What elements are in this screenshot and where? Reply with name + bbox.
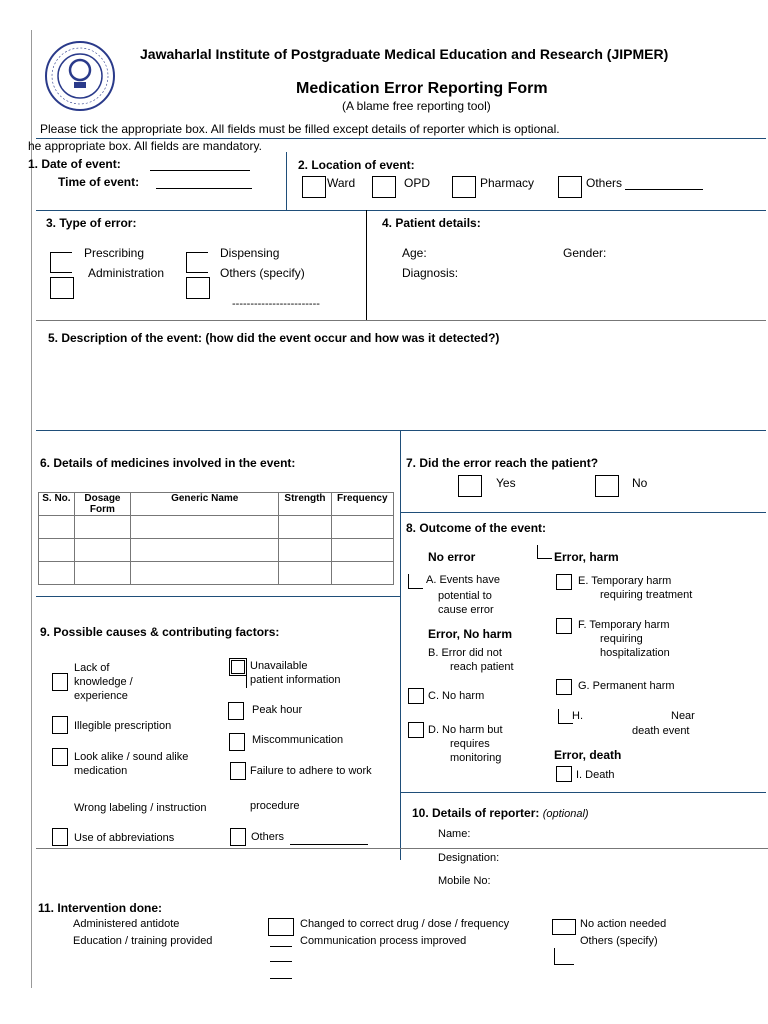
date-of-event-label: 1. Date of event: xyxy=(28,157,121,171)
intervention-others-label: Others (specify) xyxy=(580,935,658,947)
dispensing-label: Dispensing xyxy=(220,246,280,260)
abbreviations-checkbox[interactable] xyxy=(52,828,68,846)
error-no-harm-label: Error, No harm xyxy=(428,627,513,641)
type-of-error-title: 3. Type of error: xyxy=(46,216,137,230)
outcome-h-near: Near xyxy=(671,710,695,722)
look-alike-checkbox[interactable] xyxy=(52,748,68,766)
changed-drug-checkbox[interactable] xyxy=(268,918,294,936)
description-title: 5. Description of the event: (how did the event occur and how was it detected?) xyxy=(48,331,500,345)
outcome-a-label: A. Events have xyxy=(426,574,500,586)
education-label: Education / training provided xyxy=(73,935,213,947)
col-generic-name: Generic Name xyxy=(131,493,279,516)
communication-checkbox[interactable] xyxy=(270,961,292,962)
intervention-title: 11. Intervention done: xyxy=(38,901,163,915)
instruction-text-2: he appropriate box. All fields are mandatory. xyxy=(28,139,262,153)
outcome-i-checkbox[interactable] xyxy=(556,766,572,782)
col-frequency: Frequency xyxy=(331,493,393,516)
medicines-table xyxy=(38,492,394,585)
no-checkbox[interactable] xyxy=(595,475,619,497)
no-error-label: No error xyxy=(428,550,476,564)
lack-knowledge-label: Lack of xyxy=(74,662,110,674)
outcome-i-label: I. Death xyxy=(576,769,615,781)
miscommunication-checkbox[interactable] xyxy=(229,733,245,751)
outcome-a-line2: potential to xyxy=(438,590,492,602)
yes-checkbox[interactable] xyxy=(458,475,482,497)
gender-label: Gender: xyxy=(563,246,607,260)
outcome-e-checkbox[interactable] xyxy=(556,574,572,590)
outcome-d-checkbox[interactable] xyxy=(408,722,424,738)
col-dosage-form: Dosage Form xyxy=(74,493,130,516)
look-alike-line2: medication xyxy=(74,765,128,777)
failure-adhere-label: Failure to adhere to work xyxy=(250,765,372,777)
error-death-label: Error, death xyxy=(554,748,622,762)
outcome-h-line2: death event xyxy=(632,725,690,737)
pharmacy-label: Pharmacy xyxy=(480,176,535,190)
illegible-checkbox[interactable] xyxy=(52,716,68,734)
table-row[interactable] xyxy=(39,539,394,562)
abbreviations-label: Use of abbreviations xyxy=(74,832,175,844)
lack-knowledge-line2: knowledge / xyxy=(74,676,133,688)
type-others-label: Others (specify) xyxy=(220,266,305,280)
outcome-h-checkbox[interactable] xyxy=(558,709,573,724)
table-row[interactable] xyxy=(39,562,394,585)
miscommunication-label: Miscommunication xyxy=(252,734,344,746)
outcome-a-line3: cause error xyxy=(438,604,494,616)
type-others-field[interactable]: ------------------------ xyxy=(232,298,320,310)
no-label: No xyxy=(632,476,648,490)
outcome-d-line2: requires xyxy=(450,738,490,750)
jipmer-logo xyxy=(44,40,116,112)
illegible-label: Illegible prescription xyxy=(74,720,172,732)
reporter-name-label: Name: xyxy=(438,828,471,840)
lack-knowledge-line3: experience xyxy=(74,690,128,702)
unavailable-info-checkbox-inner xyxy=(231,660,245,674)
communication-label: Communication process improved xyxy=(300,935,467,947)
failure-adhere-line2: procedure xyxy=(250,800,300,812)
peak-hour-label: Peak hour xyxy=(252,704,303,716)
prescribing-label: Prescribing xyxy=(84,246,145,260)
type-others-checkbox[interactable] xyxy=(186,277,210,299)
outcome-c-checkbox[interactable] xyxy=(408,688,424,704)
changed-drug-label: Changed to correct drug / dose / frequency xyxy=(300,918,510,930)
reporter-title: 10. Details of reporter: xyxy=(412,806,540,820)
outcome-e-label: E. Temporary harm xyxy=(578,575,672,587)
outcome-a-checkbox[interactable] xyxy=(408,574,423,589)
location-others-checkbox[interactable] xyxy=(558,176,582,198)
table-row[interactable] xyxy=(39,516,394,539)
reporter-mobile-label: Mobile No: xyxy=(438,875,491,887)
yes-label: Yes xyxy=(496,476,516,490)
causes-others-label: Others xyxy=(251,831,285,843)
patient-details-title: 4. Patient details: xyxy=(382,216,481,230)
outcome-f-checkbox[interactable] xyxy=(556,618,572,634)
causes-others-field[interactable] xyxy=(290,844,368,845)
outcome-f-label: F. Temporary harm xyxy=(578,619,670,631)
look-alike-label: Look alike / sound alike xyxy=(74,751,189,763)
no-action-checkbox[interactable] xyxy=(552,919,576,935)
outcome-h-label: H. xyxy=(572,710,583,722)
time-field[interactable] xyxy=(156,188,252,189)
outcome-e-line2: requiring treatment xyxy=(600,589,693,601)
opd-checkbox[interactable] xyxy=(372,176,396,198)
wrong-labeling-label: Wrong labeling / instruction xyxy=(74,802,207,814)
outcome-f-line2: requiring xyxy=(600,633,643,645)
reach-patient-title: 7. Did the error reach the patient? xyxy=(406,456,599,470)
location-others-field[interactable] xyxy=(625,189,703,190)
error-harm-label: Error, harm xyxy=(554,550,619,564)
ward-label: Ward xyxy=(327,176,356,190)
antidote-label: Administered antidote xyxy=(73,918,180,930)
outcome-g-checkbox[interactable] xyxy=(556,679,572,695)
diagnosis-label: Diagnosis: xyxy=(402,266,459,280)
col-sno: S. No. xyxy=(39,493,75,516)
reporter-designation-label: Designation: xyxy=(438,852,500,864)
no-action-label: No action needed xyxy=(580,918,667,930)
administration-label: Administration xyxy=(88,266,165,280)
location-others-label: Others xyxy=(586,176,623,190)
form-title: Medication Error Reporting Form xyxy=(296,80,548,97)
lack-knowledge-checkbox[interactable] xyxy=(52,673,68,691)
outcome-f-line3: hospitalization xyxy=(600,647,670,659)
unavailable-info-line2: patient information xyxy=(250,674,341,686)
unavailable-info-label: Unavailable xyxy=(250,660,308,672)
administration-checkbox[interactable] xyxy=(50,277,74,299)
institute-name: Jawaharlal Institute of Postgraduate Medical Education and Research (JIPMER) xyxy=(140,46,669,62)
outcome-d-line3: monitoring xyxy=(450,752,502,764)
medicines-title: 6. Details of medicines involved in the event: xyxy=(40,456,296,470)
outcome-d-label: D. No harm but xyxy=(428,724,503,736)
form-subtitle: (A blame free reporting tool) xyxy=(342,99,491,113)
opd-label: OPD xyxy=(404,176,431,190)
outcome-b-line2: reach patient xyxy=(450,661,514,673)
instruction-text: Please tick the appropriate box. All fields must be filled except details of reporter which is optional. xyxy=(40,122,560,136)
age-label: Age: xyxy=(402,246,427,260)
peak-hour-checkbox[interactable] xyxy=(228,702,244,720)
reporter-optional: (optional) xyxy=(542,808,589,820)
outcome-b-label: B. Error did not xyxy=(428,647,502,659)
causes-title: 9. Possible causes & contributing factors: xyxy=(40,625,280,639)
date-field[interactable] xyxy=(150,170,250,171)
causes-others-checkbox[interactable] xyxy=(230,828,246,846)
time-of-event-label: Time of event: xyxy=(58,175,140,189)
failure-adhere-checkbox[interactable] xyxy=(230,762,246,780)
intervention-others-checkbox[interactable] xyxy=(554,948,555,964)
location-title: 2. Location of event: xyxy=(298,158,415,172)
outcome-g-label: G. Permanent harm xyxy=(578,680,675,692)
ward-checkbox[interactable] xyxy=(302,176,326,198)
col-strength: Strength xyxy=(279,493,331,516)
outcome-c-label: C. No harm xyxy=(428,690,485,702)
pharmacy-checkbox[interactable] xyxy=(452,176,476,198)
outcome-title: 8. Outcome of the event: xyxy=(406,521,547,535)
error-harm-checkbox[interactable] xyxy=(537,545,552,559)
reporter-title-wrap xyxy=(412,806,589,820)
